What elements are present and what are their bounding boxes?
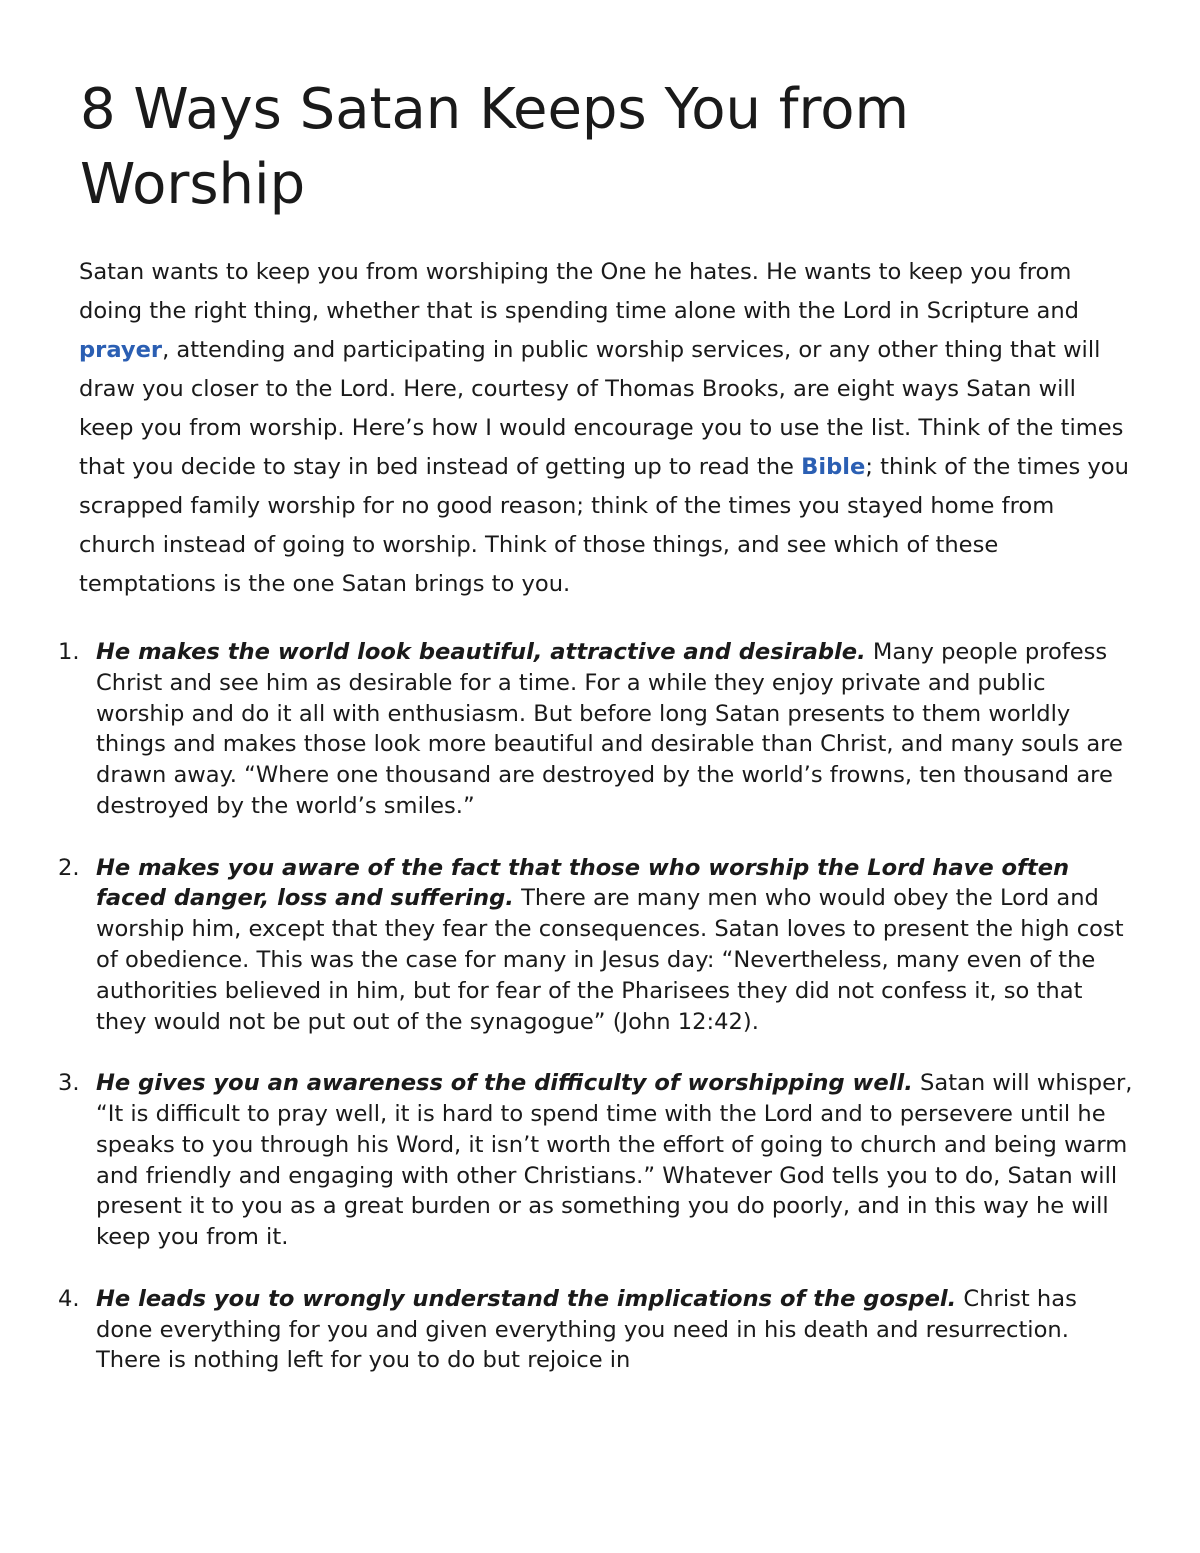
list-item-number: 4. bbox=[58, 1285, 80, 1312]
bible-link[interactable]: Bible bbox=[801, 454, 866, 480]
list-item bbox=[58, 853, 1136, 1038]
list-item-heading: He makes the world look beautiful, attractive and desirable. bbox=[96, 639, 866, 665]
list-item-body: Christ has done everything for you and given everything you need in his death and resurrection. There is nothing left for you to do but rejoice in bbox=[96, 1285, 1077, 1374]
prayer-link[interactable]: prayer bbox=[79, 337, 163, 363]
intro-text-3: ; think of the times you scrapped family worship for no good reason; think of the times you stayed home from church instead of going to worship. Think of those things, and see which of these temptations is the one Satan brings to you. bbox=[79, 454, 1129, 597]
list-item-heading: He leads you to wrongly understand the implications of the gospel. bbox=[96, 1285, 957, 1312]
intro-text-1: Satan wants to keep you from worshiping the One he hates. He wants to keep you from doing the right thing, whether that is spending time alone with the Lord in Scripture and bbox=[79, 259, 1080, 324]
list-item-number: 1. bbox=[58, 639, 80, 665]
list-item-number: 2. bbox=[58, 854, 80, 881]
list-item bbox=[58, 637, 1136, 822]
list-item-body: There are many men who would obey the Lord and worship him, except that they fear the consequences. Satan loves to present the high cost of obedience. This was the case for many in Jesus day: “Nevertheless, many even of the authorities believed in him, but for fear of the Pharisees they did not confess it, so that they would not be put out of the synagogue” (John 12:42). bbox=[96, 885, 1124, 1035]
list-item bbox=[58, 1068, 1136, 1253]
list-item-heading: He makes you aware of the fact that those who worship the Lord have often faced danger, loss and suffering. bbox=[96, 854, 1070, 912]
page-title: 8 Ways Satan Keeps You from Worship bbox=[80, 77, 910, 217]
list-item-body: Many people profess Christ and see him as desirable for a time. For a while they enjoy private and public worship and do it all with enthusiasm. But before long Satan presents to them worldly things and makes those look more beautiful and desirable than Christ, and many souls are drawn away. “Where one thousand are destroyed by the world’s frowns, ten thousand are destroyed by the world’s smiles.” bbox=[96, 639, 1123, 819]
list-item-body: Satan will whisper, “It is difficult to pray well, it is hard to spend time with the Lord and to persevere until he speaks to you through his Word, it isn’t worth the effort of going to church and being warm and friendly and engaging with other Christians.” Whatever God tells you to do, Satan will present it to you as a great burden or as something you do poorly, and in this way he will keep you from it. bbox=[96, 1070, 1133, 1251]
intro-paragraph bbox=[79, 253, 1129, 604]
ways-list bbox=[58, 637, 1136, 1407]
list-item-heading: He gives you an awareness of the difficulty of worshipping well. bbox=[96, 1070, 913, 1097]
intro-text-2: , attending and participating in public worship services, or any other thing that will draw you closer to the Lord. Here, courtesy of Thomas Brooks, are eight ways Satan will keep you from worship. Here’s how I would encourage you to use the list. Think of the times that you decide to stay in bed instead of getting up to read the bbox=[79, 337, 1124, 480]
list-item-number: 3. bbox=[58, 1070, 80, 1097]
list-item bbox=[58, 1284, 1136, 1376]
